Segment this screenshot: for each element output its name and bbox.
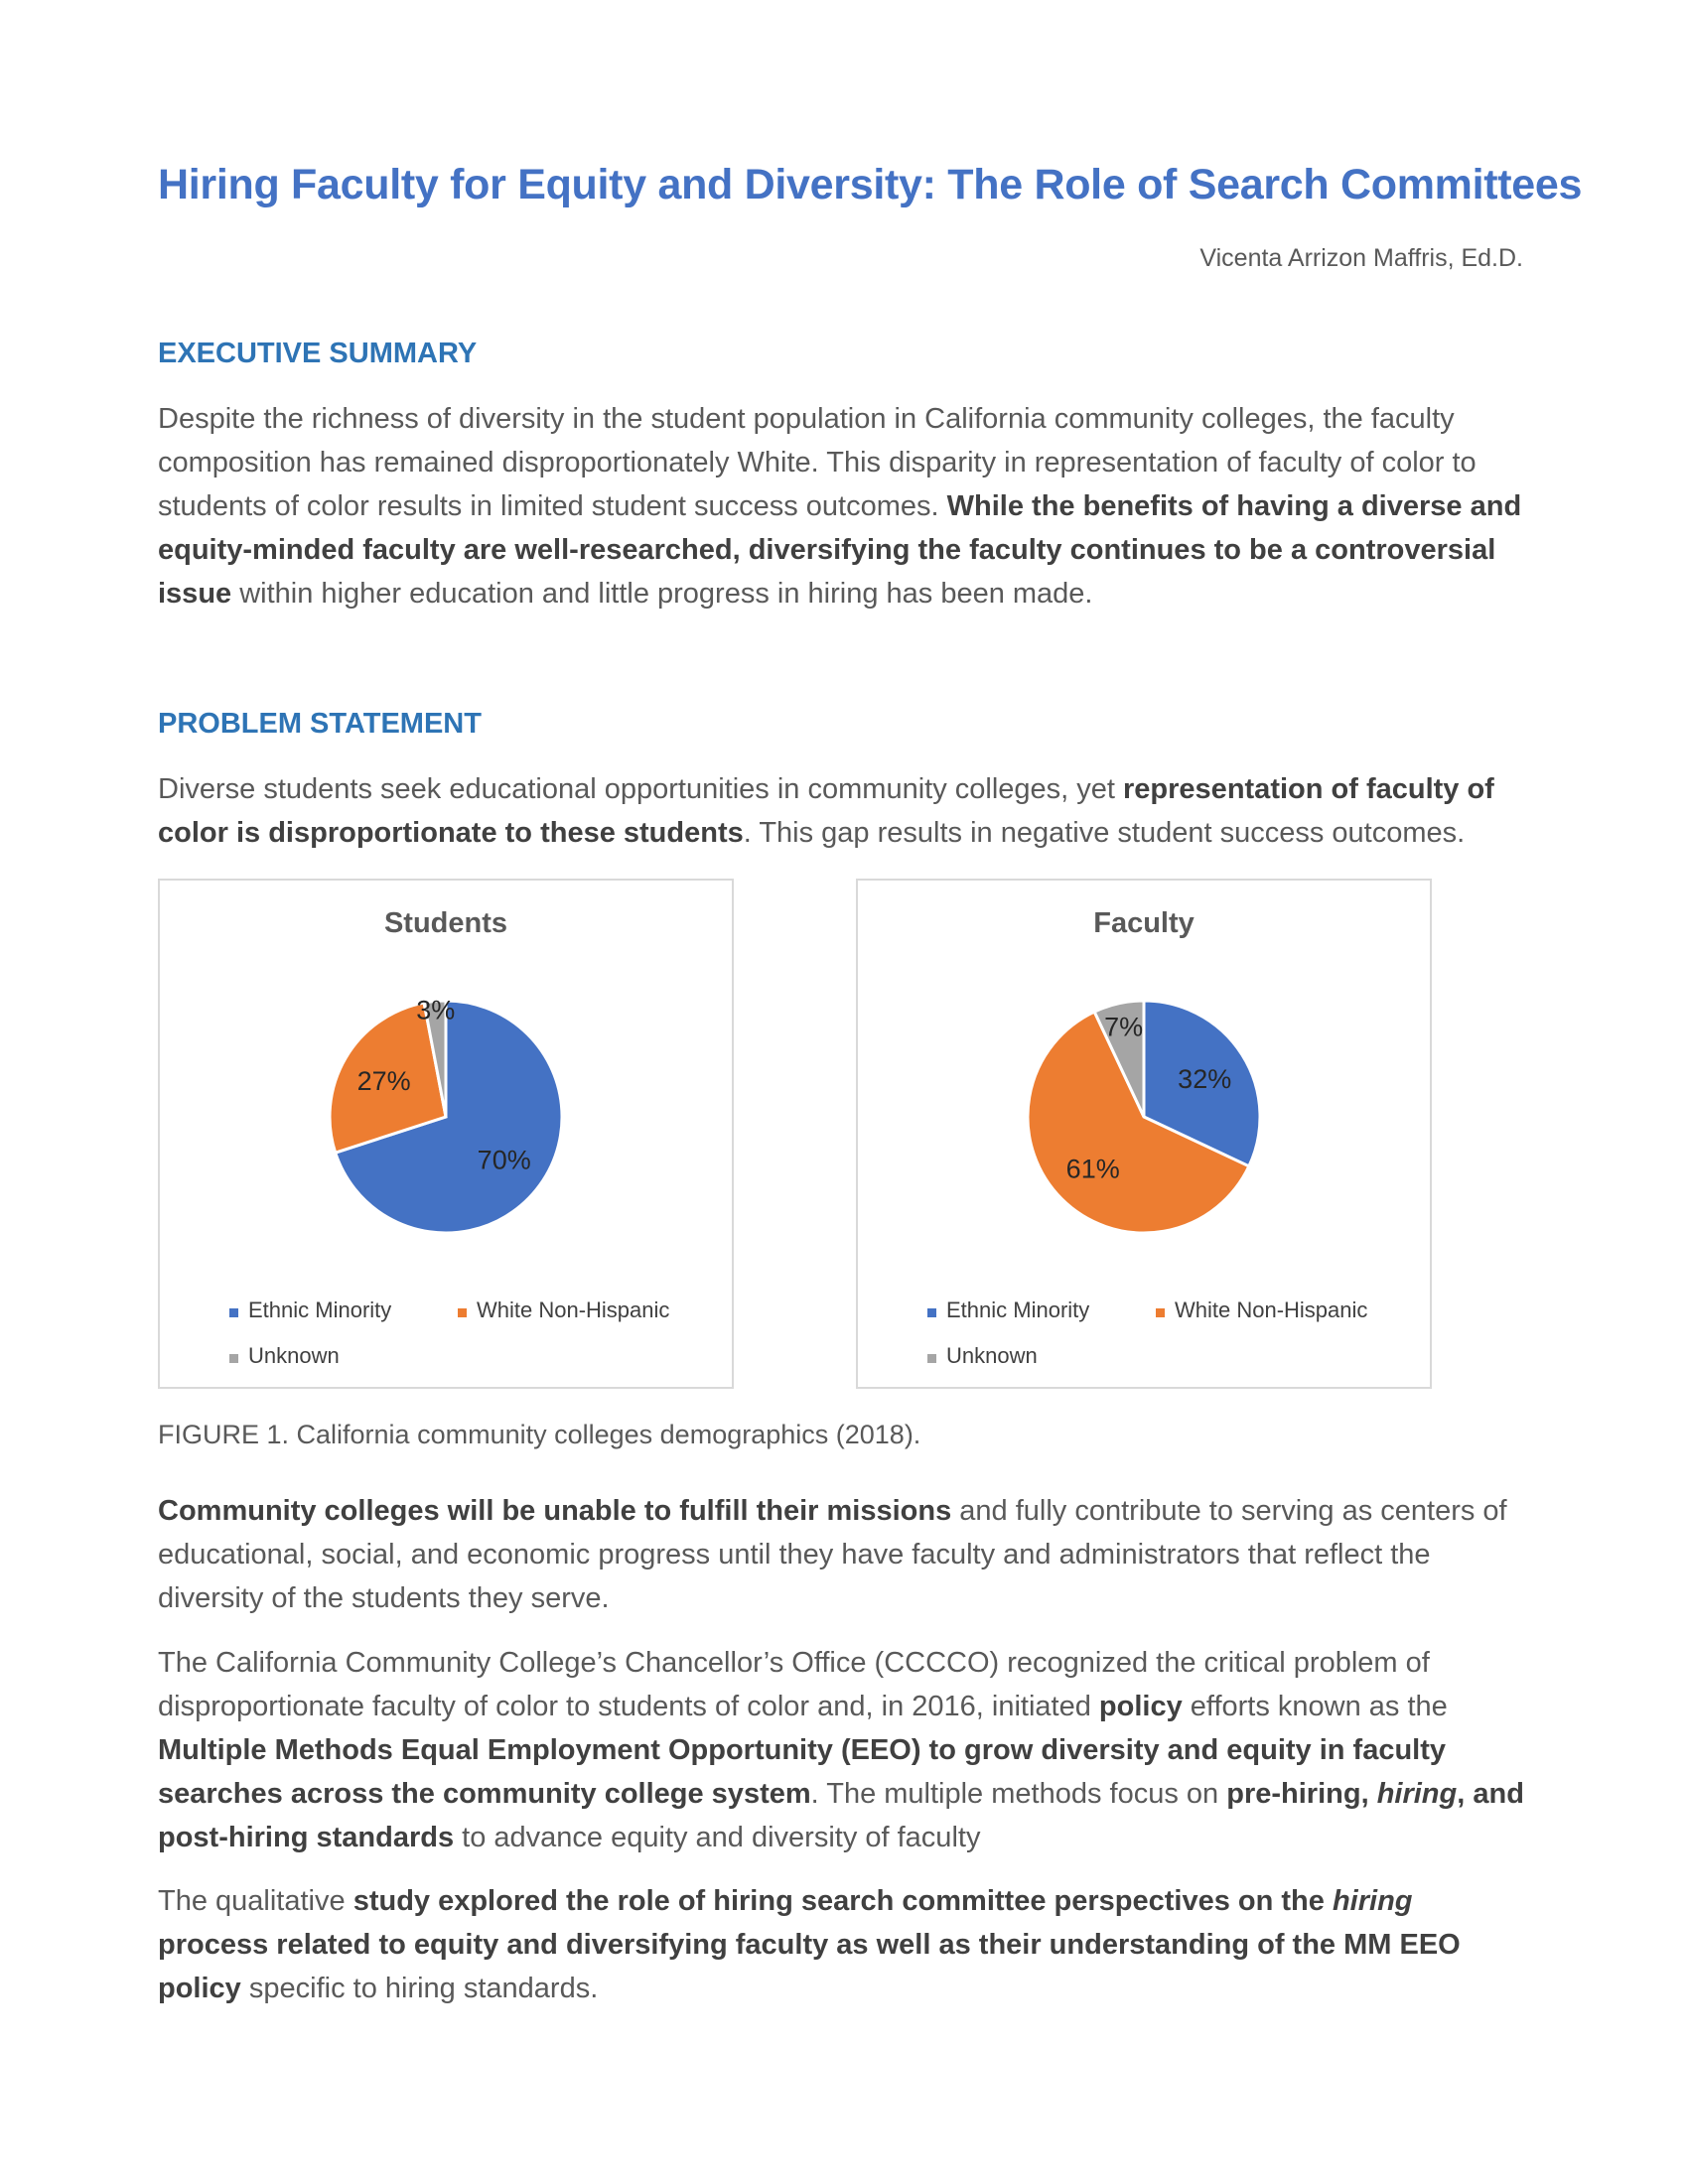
body-p3-bold-1: study explored the role of hiring search committee perspectives on the: [352, 1885, 1325, 1917]
body-paragraph-3: [158, 1879, 1528, 2010]
faculty-legend-swatch-unknown: [927, 1354, 936, 1363]
faculty-data-label-unknown: 7%: [1104, 1012, 1144, 1042]
students-legend-label-unknown: Unknown: [248, 1343, 340, 1368]
body-p2-text-c: . The multiple methods focus on: [810, 1778, 1219, 1810]
body-p3-bold-2: process related to equity and diversifying faculty as well as their understanding of the MM EEO policy: [158, 1929, 1461, 2004]
summary-end-text: within higher education and little progress in hiring has been made.: [239, 578, 1093, 610]
body-p2-bold-mm-eeo: Multiple Methods Equal Employment Opportunity (EEO) to grow diversity and equity in faculty searches across the community college system: [158, 1734, 1447, 1810]
students-data-label-white-non-hispanic: 27%: [356, 1066, 411, 1097]
figure-caption: FIGURE 1. California community colleges demographics (2018).: [158, 1420, 921, 1449]
students-legend-swatch-unknown: [229, 1354, 238, 1363]
body-p3-text-b: specific to hiring standards.: [248, 1973, 599, 2004]
faculty-pie-chart: [856, 879, 1432, 1389]
faculty-legend-label-ethnic-minority: Ethnic Minority: [946, 1297, 1090, 1322]
body-p3-italic-hiring: hiring: [1332, 1885, 1413, 1917]
body-p2-text-b: efforts known as the: [1190, 1691, 1448, 1722]
students-data-label-ethnic-minority: 70%: [477, 1145, 531, 1175]
students-legend-label-white-non-hispanic: White Non-Hispanic: [477, 1297, 670, 1322]
students-pie-chart: [158, 879, 734, 1389]
students-chart-title: Students: [383, 907, 508, 939]
faculty-legend-swatch-white-non-hispanic: [1156, 1308, 1165, 1317]
body-p2-bold-posthiring: , and post-hiring standards: [158, 1778, 1524, 1853]
problem-text-a: Diverse students seek educational opportunities in community colleges, yet: [158, 773, 1115, 805]
faculty-chart-title: Faculty: [1093, 907, 1195, 939]
body-p2-italic-hiring: hiring: [1376, 1778, 1458, 1810]
body-p1-bold: Community colleges will be unable to fulfill their missions: [158, 1495, 952, 1527]
document-title: Hiring Faculty for Equity and Diversity: The Role of Search Committees: [158, 161, 1583, 208]
author-line: Vicenta Arrizon Maffris, Ed.D.: [1199, 244, 1523, 272]
body-p1-text: and fully contribute to serving as centers of educational, social, and economic progress until they have faculty and administrators that reflect the diversity of the students they serve.: [158, 1495, 1507, 1614]
students-legend-label-ethnic-minority: Ethnic Minority: [248, 1297, 392, 1322]
body-p3-text-a: The qualitative: [158, 1885, 346, 1917]
summary-bold-text: While the benefits of having a diverse and equity-minded faculty are well-researched, diversifying the faculty continues to be a controversial issue: [158, 490, 1522, 610]
students-data-label-unknown: 3%: [416, 995, 456, 1025]
executive-summary-heading: EXECUTIVE SUMMARY: [158, 338, 478, 369]
problem-statement-heading: PROBLEM STATEMENT: [158, 708, 482, 740]
faculty-legend-label-white-non-hispanic: White Non-Hispanic: [1175, 1297, 1368, 1322]
faculty-pie-svg: [858, 881, 1430, 1387]
faculty-data-label-ethnic-minority: 32%: [1178, 1064, 1232, 1095]
body-p2-text-d: to advance equity and diversity of faculty: [462, 1822, 981, 1853]
problem-statement-paragraph: [158, 767, 1528, 855]
body-paragraph-1: [158, 1489, 1528, 1620]
faculty-legend-label-unknown: Unknown: [946, 1343, 1038, 1368]
body-p2-text-a: The California Community College’s Chancellor’s Office (CCCCO) recognized the critical problem of disproportionate faculty of color to students of color and, in 2016, initiated: [158, 1647, 1430, 1722]
students-legend-swatch-ethnic-minority: [229, 1308, 238, 1317]
body-p2-bold-policy: policy: [1098, 1691, 1183, 1722]
executive-summary-paragraph: [158, 397, 1528, 615]
faculty-legend-swatch-ethnic-minority: [927, 1308, 936, 1317]
students-legend-swatch-white-non-hispanic: [458, 1308, 467, 1317]
problem-text-b: . This gap results in negative student success outcomes.: [743, 817, 1466, 849]
faculty-data-label-white-non-hispanic: 61%: [1065, 1154, 1120, 1184]
summary-text: Despite the richness of diversity in the student population in California community colleges, the faculty composition has remained disproportionately White. This disparity in representation of faculty of color to students of color results in limited student success outcomes.: [158, 403, 1477, 522]
body-paragraph-2: [158, 1641, 1528, 1859]
body-p2-bold-prehiring: pre-hiring,: [1226, 1778, 1369, 1810]
students-pie-svg: [160, 881, 732, 1387]
problem-bold-text: representation of faculty of color is disproportionate to these students: [158, 773, 1494, 849]
